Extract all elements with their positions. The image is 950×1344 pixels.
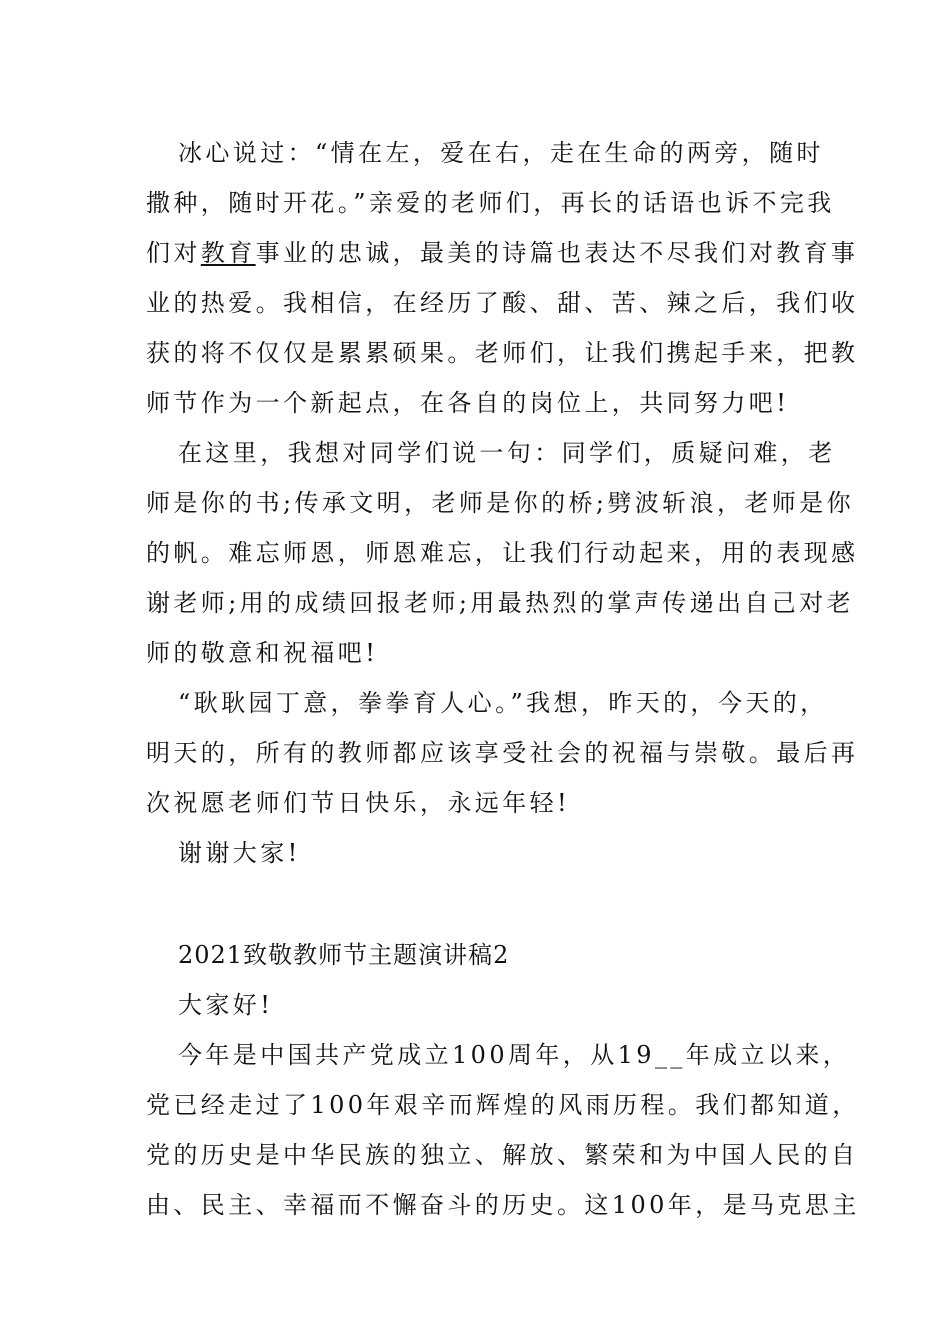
paragraph — [146, 1030, 860, 1230]
text-line: 师节作为一个新起点，在各自的岗位上，共同努力吧! — [146, 389, 790, 417]
paragraph — [146, 128, 859, 428]
text-line: 谢老师;用的成绩回报老师;用最热烈的掌声传递出自己对老 — [146, 589, 854, 617]
text-line: 谢谢大家! — [178, 839, 301, 867]
section-gap — [146, 878, 786, 930]
text-line: 今年是中国共产党成立100周年，从19__年成立以来， — [178, 1041, 851, 1069]
text-line: 在这里，我想对同学们说一句：同学们，质疑问难，老 — [178, 439, 836, 467]
text-line: 业的热爱。我相信，在经历了酸、甜、苦、辣之后，我们收 — [146, 289, 859, 317]
text-line: “耿耿园丁意，拳拳育人心。”我想，昨天的，今天的， — [178, 689, 828, 717]
text-line: 由、民主、幸福而不懈奋斗的历史。这100年，是马克思主 — [146, 1191, 860, 1219]
text-segment: 事业的忠诚，最美的诗篇也表达不尽我们对教育事 — [255, 239, 859, 267]
greeting: 大家好! — [178, 991, 274, 1019]
text-line: 党已经走过了100年艰辛而辉煌的风雨历程。我们都知道， — [146, 1091, 860, 1119]
text-line: 次祝愿老师们节日快乐，永远年轻! — [146, 789, 571, 817]
section-title: 2021致敬教师节主题演讲稿2 — [178, 941, 510, 969]
paragraph — [146, 828, 786, 878]
document-page — [146, 128, 860, 1230]
paragraph — [146, 678, 859, 828]
text-segment: 们对 — [146, 239, 201, 267]
text-line: 撒种，随时开花。”亲爱的老师们，再长的话语也诉不完我 — [146, 189, 835, 217]
text-line: 师的敬意和祝福吧! — [146, 639, 379, 667]
education-link[interactable]: 教育 — [200, 239, 256, 267]
text-line: 师是你的书;传承文明，老师是你的桥;劈波斩浪，老师是你 — [146, 489, 854, 517]
text-line: 明天的，所有的教师都应该享受社会的祝福与崇敬。最后再 — [146, 739, 859, 767]
paragraph — [146, 428, 859, 678]
text-line: 冰心说过：“情在左，爱在右，走在生命的两旁，随时 — [178, 139, 824, 167]
text-line: 的帆。难忘师恩，师恩难忘，让我们行动起来，用的表现感 — [146, 539, 859, 567]
text-line: 党的历史是中华民族的独立、解放、繁荣和为中国人民的自 — [146, 1141, 859, 1169]
text-line: 获的将不仅仅是累累硕果。老师们，让我们携起手来，把教 — [146, 339, 859, 367]
text-line — [146, 228, 859, 278]
